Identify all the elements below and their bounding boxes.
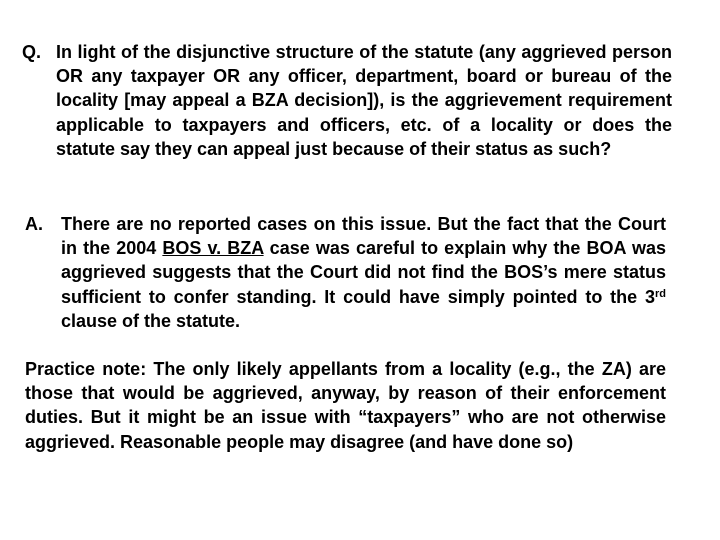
answer-text	[61, 212, 666, 333]
question-label: Q.	[22, 42, 42, 62]
answer-text-part-3: clause of the statute.	[61, 310, 241, 331]
answer-block	[25, 212, 666, 333]
case-name: BOS v. BZA	[162, 238, 264, 259]
answer-text-part-1: There are no reported cases on this issue. But the fact that the Court in the 2004	[61, 214, 666, 259]
question-block	[22, 40, 672, 161]
answer-text-part-2: case was careful to explain why the BOA was aggrieved suggests that the Court did not find the BOS’s mere status sufficient to confer standing. It could have simply pointed to the 3	[61, 238, 666, 307]
practice-note-block	[25, 357, 666, 454]
practice-note-text: Practice note: The only likely appellants from a locality (e.g., the ZA) are those that would be aggrieved, anyway, by reason of their enforcement duties. But it might be an issue with “taxpayers” who are not otherwise aggrieved. Reasonable people may disagree (and have done so)	[25, 359, 666, 452]
answer-label: A.	[25, 214, 43, 234]
question-text: In light of the disjunctive structure of the statute (any aggrieved person OR any taxpayer OR any officer, department, board or bureau of the locality [may appeal a BZA decision]), is the aggrievement requirement applicable to taxpayers and officers, etc. of a locality or does the statute say they can appeal just because of their status as such?	[56, 42, 672, 159]
ordinal-suffix: rd	[655, 287, 666, 300]
